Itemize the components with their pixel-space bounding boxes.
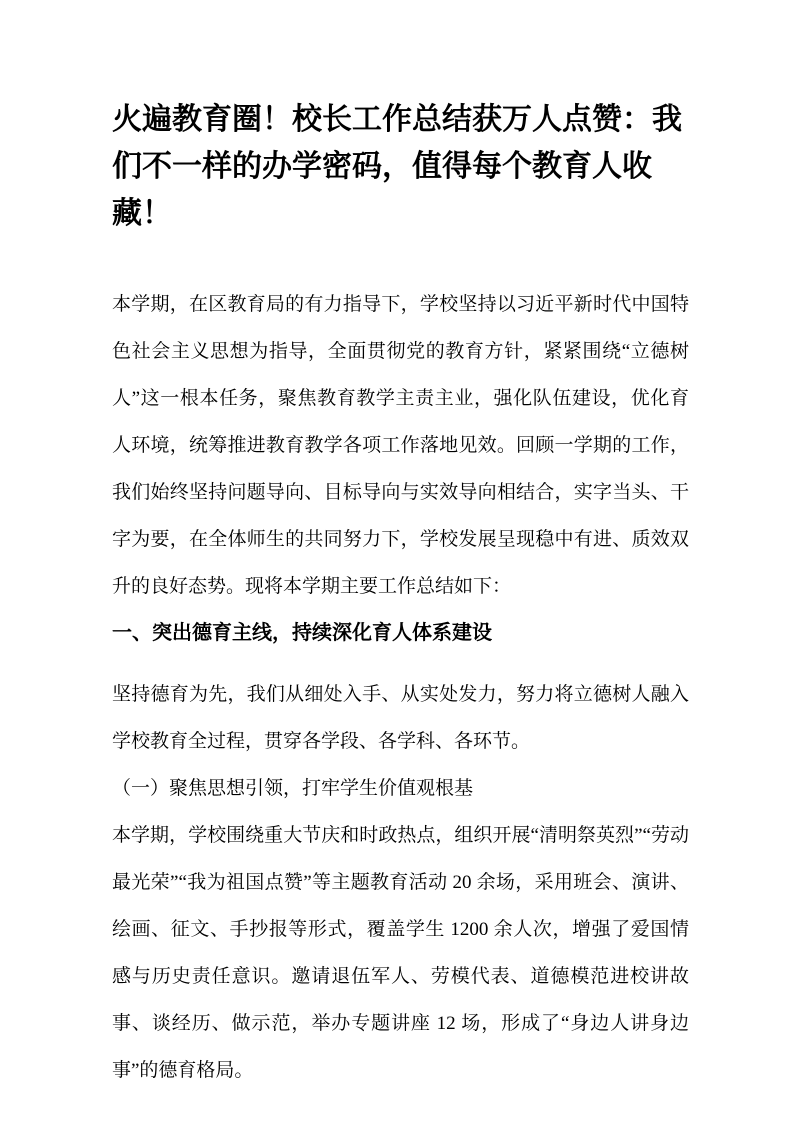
subsection-1-1-heading: （一）聚焦思想引领，打牢学生价值观根基 — [112, 778, 474, 799]
section-1-intro-paragraph: 坚持德育为先，我们从细处入手、从实处发力，努力将立德树人融入学校教育全过程，贯穿各学段、各学科、各环节。 — [112, 684, 689, 752]
subsection-1-1-paragraph: 本学期，学校围绕重大节庆和时政热点，组织开展“清明祭英烈”“劳动最光荣”“我为祖国点赞”等主题教育活动 20 余场，采用班会、演讲、绘画、征文、手抄报等形式，覆盖学生 1200 余人次，增强了爱国情感与历史责任意识。邀请退伍军人、劳模代表、道德模范进校讲故事、谈经历、做示范，举办专题讲座 12 场，形成了“身边人讲身边事”的德育格局。 — [112, 825, 689, 1081]
document-title: 火遍教育圈！校长工作总结获万人点赞：我们不一样的办学密码，值得每个教育人收藏！ — [112, 103, 682, 230]
intro-paragraph: 本学期，在区教育局的有力指导下，学校坚持以习近平新时代中国特色社会主义思想为指导，全面贯彻党的教育方针，紧紧围绕“立德树人”这一根本任务，聚焦教育教学主责主业，强化队伍建设，优化育人环境，统筹推进教育教学各项工作落地见效。回顾一学期的工作，我们始终坚持问题导向、目标导向与实效导向相结合，实字当头、干字为要，在全体师生的共同努力下，学校发展呈现稳中有进、质效双升的良好态势。现将本学期主要工作总结如下： — [112, 294, 689, 597]
section-1-heading: 一、突出德育主线，持续深化育人体系建设 — [112, 622, 492, 644]
